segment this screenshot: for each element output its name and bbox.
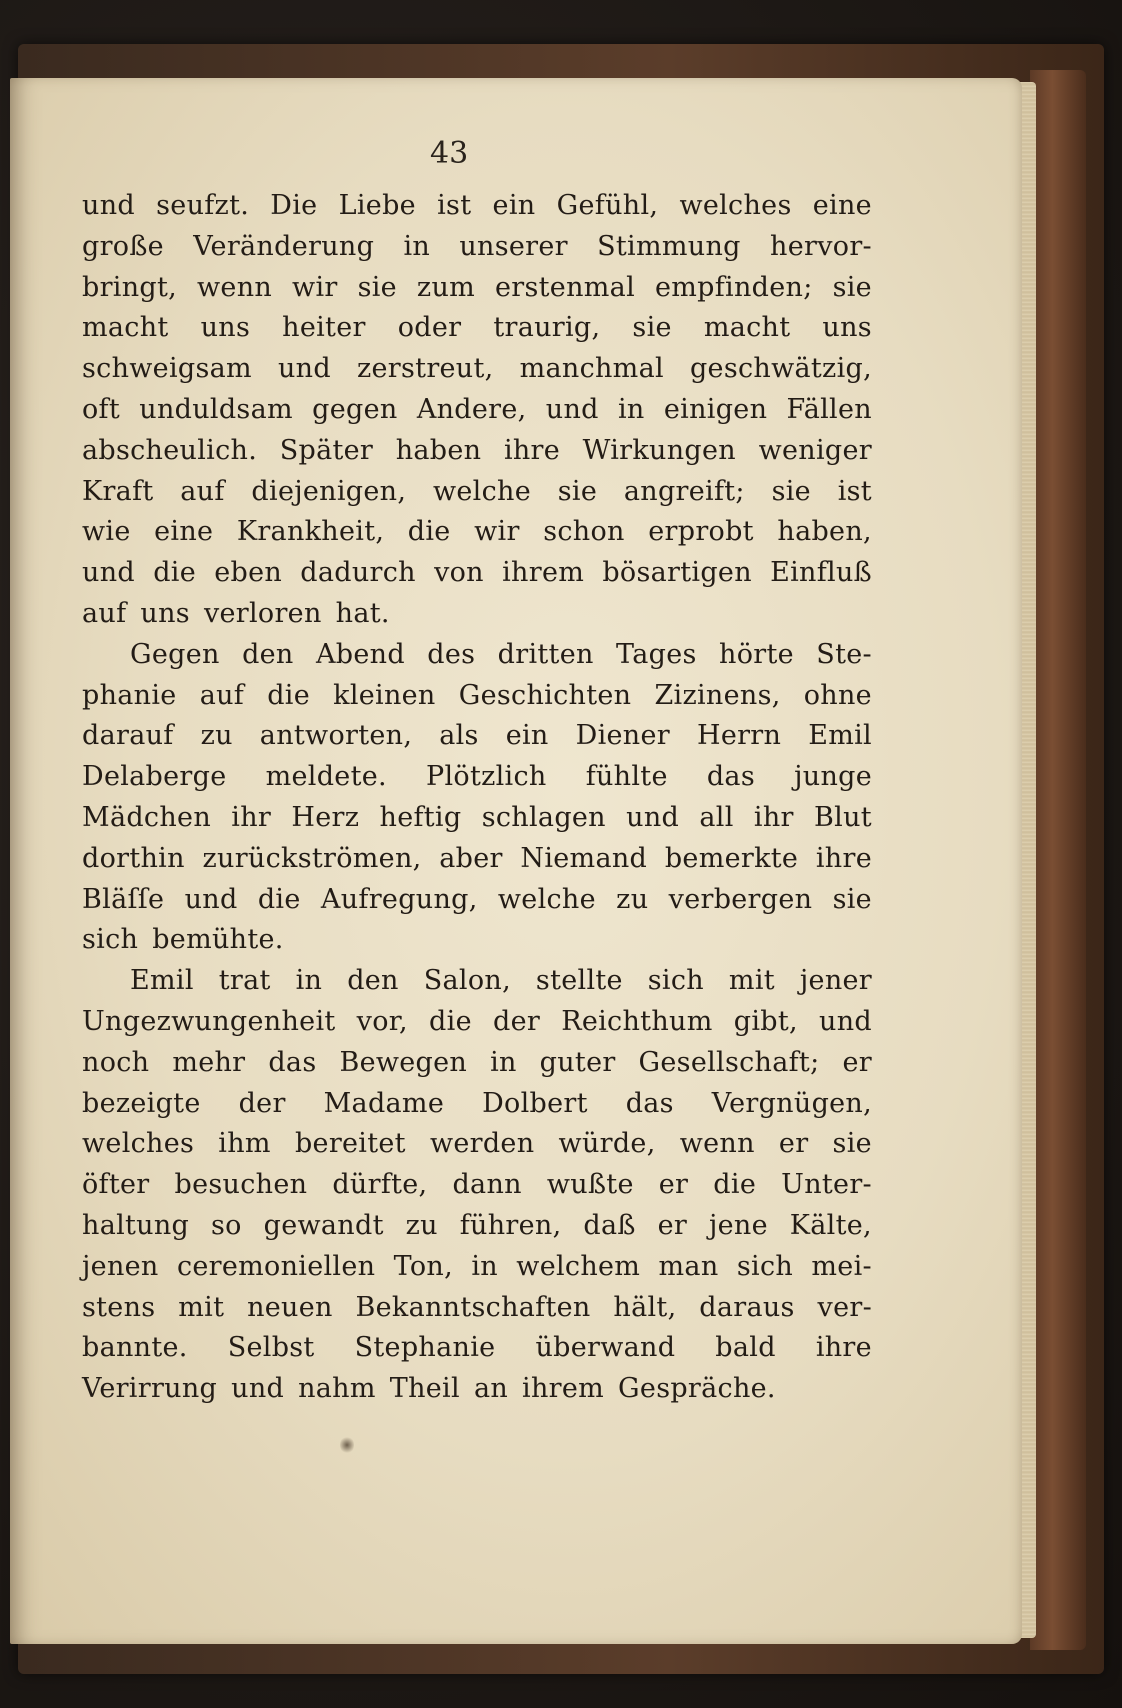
text-line: öfter besuchen dürfte, dann wußte er die Unter- [82,1169,872,1201]
text-line: Delaberge meldete. Plötzlich fühlte das junge [82,761,872,793]
text-line: schweigsam und zerstreut, manchmal geschwätzig, [82,353,872,385]
text-line: darauf zu antworten, als ein Diener Herrn Emil [82,720,872,752]
text-line: abscheulich. Später haben ihre Wirkungen weniger [82,434,872,466]
text-line: Kraft auf diejenigen, welche sie angreift; sie ist [82,475,872,507]
text-line: haltung so gewandt zu führen, daß er jene Kälte, [82,1209,872,1241]
text-line: Emil trat in den Salon, stellte sich mit jener [130,965,872,997]
text-line: Mädchen ihr Herz heftig schlagen und all ihr Blut [82,801,872,833]
text-line: dorthin zurückströmen, aber Niemand bemerkte ihre [82,842,872,874]
book-cover-edge [1030,70,1086,1650]
page-number: 43 [430,136,469,171]
text-line: sich bemühte. [82,924,284,956]
text-line: wie eine Krankheit, die wir schon erprobt haben, [82,516,872,548]
book-page [10,78,1022,1644]
ink-smudge [340,1436,354,1454]
text-line: Ungezwungenheit vor, die der Reichthum gibt, und [82,1005,872,1037]
text-line: auf uns verloren hat. [82,597,390,629]
text-line: macht uns heiter oder traurig, sie macht uns [82,312,872,344]
text-line: oft unduldsam gegen Andere, und in einigen Fällen [82,393,872,425]
text-line: phanie auf die kleinen Geschichten Zizinens, ohne [82,679,872,711]
text-line: jenen ceremoniellen Ton, in welchem man sich mei- [82,1250,872,1282]
text-line: bannte. Selbst Stephanie überwand bald ihre [82,1332,872,1364]
text-line: und die eben dadurch von ihrem bösartigen Einfluß [82,557,872,589]
text-line: Verirrung und nahm Theil an ihrem Gespräche. [82,1373,776,1405]
page-text [82,186,872,1410]
text-line: Gegen den Abend des dritten Tages hörte Ste- [130,638,872,670]
text-line: welches ihm bereitet werden würde, wenn er sie [82,1128,872,1160]
text-line: bringt, wenn wir sie zum erstenmal empfinden; sie [82,271,872,303]
text-line: Bläſſe und die Aufregung, welche zu verbergen sie [82,883,872,915]
text-line: stens mit neuen Bekanntschaften hält, daraus ver- [82,1291,872,1323]
text-line: und seufzt. Die Liebe ist ein Gefühl, welches eine [82,190,872,221]
text-line: bezeigte der Madame Dolbert das Vergnügen, [82,1087,872,1119]
text-line: große Veränderung in unserer Stimmung hervor- [82,230,872,262]
text-line: noch mehr das Bewegen in guter Gesellschaft; er [82,1046,872,1078]
